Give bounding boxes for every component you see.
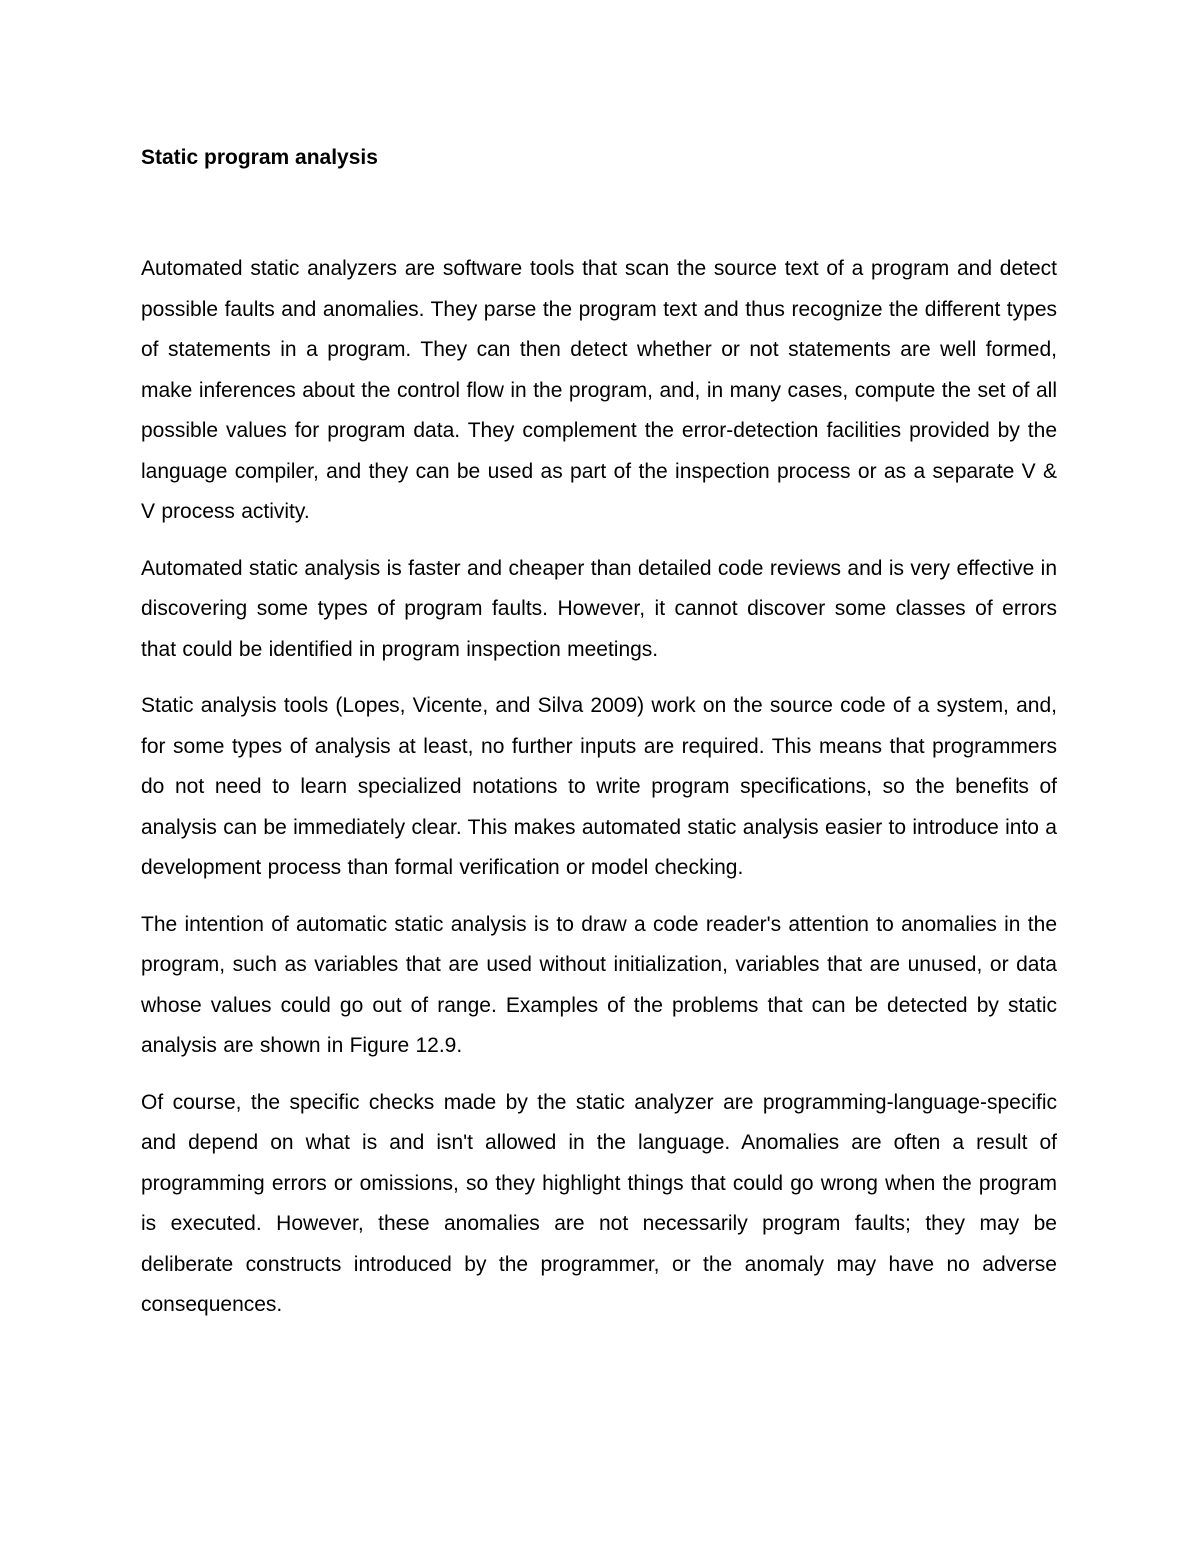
document-body [141,138,1057,1342]
paragraph-5: Of course, the specific checks made by the static analyzer are programming-language-specific and depend on what is and isn't allowed in the language. Anomalies are often a result of programming errors or omissions, so they highlight things that could go wrong when the program is executed. However, these anomalies are not necessarily program faults; they may be deliberate constructs introduced by the programmer, or the anomaly may have no adverse consequences. [141,1090,1057,1316]
paragraph-4: The intention of automatic static analysis is to draw a code reader's attention to anomalies in the program, such as variables that are used without initialization, variables that are unused, or data whose values could go out of range. Examples of the problems that can be detected by static analysis are shown in Figure 12.9. [141,912,1057,1057]
paragraph-3: Static analysis tools (Lopes, Vicente, and Silva 2009) work on the source code of a system, and, for some types of analysis at least, no further inputs are required. This means that programmers do not need to learn specialized notations to write program specifications, so the benefits of analysis can be immediately clear. This makes automated static analysis easier to introduce into a development process than formal verification or model checking. [141,694,1057,879]
paragraph-2: Automated static analysis is faster and cheaper than detailed code reviews and is very effective in discovering some types of program faults. However, it cannot discover some classes of errors that could be identified in program inspection meetings. [141,556,1057,661]
paragraph-1: Automated static analyzers are software tools that scan the source text of a program and detect possible faults and anomalies. They parse the program text and thus recognize the different types of statements in a program. They can then detect whether or not statements are well formed, make inferences about the control flow in the program, and, in many cases, compute the set of all possible values for program data. They complement the error-detection facilities provided by the language compiler, and they can be used as part of the inspection process or as a separate V & V process activity. [141,257,1057,523]
page-title: Static program analysis [141,146,378,169]
